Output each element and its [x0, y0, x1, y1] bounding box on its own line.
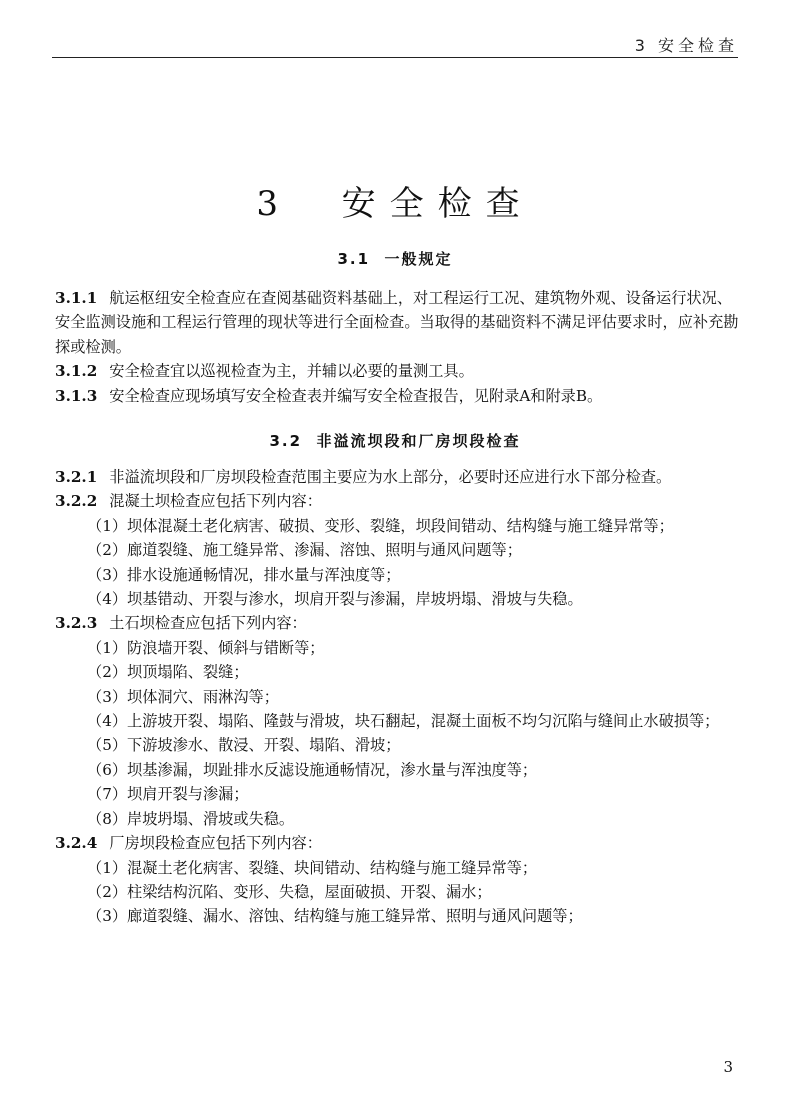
- page-number: 3: [723, 1058, 733, 1076]
- list-item: （2）柱梁结构沉陷、变形、失稳，屋面破损、开裂、漏水；: [87, 882, 492, 901]
- section-3-2-body: [55, 465, 741, 929]
- header-rule: [52, 57, 738, 58]
- clause-number: 3.1.1: [55, 289, 98, 307]
- clause-text: 非溢流坝段和厂房坝段检查范围主要应为水上部分，必要时还应进行水下部分检查。: [109, 468, 672, 486]
- list-item: （1）防浪墙开裂、倾斜与错断等；: [87, 638, 325, 657]
- list-item: （2）廊道裂缝、施工缝异常、渗漏、溶蚀、照明与通风问题等；: [87, 541, 522, 560]
- list-item: （1）混凝土老化病害、裂缝、块间错动、结构缝与施工缝异常等；: [87, 858, 538, 877]
- list-item: （3）排水设施通畅情况，排水量与浑浊度等；: [87, 565, 401, 584]
- chapter-title: 3 安全检查: [256, 184, 534, 224]
- list-item: （3）坝体洞穴、雨淋沟等；: [87, 687, 279, 706]
- list-item: （2）坝顶塌陷、裂缝；: [87, 663, 249, 682]
- running-head: 3 安全检查: [634, 36, 738, 55]
- clause-text: 混凝土坝检查应包括下列内容：: [109, 492, 322, 511]
- list-item: （5）下游坡渗水、散浸、开裂、塌陷、滑坡；: [87, 736, 401, 755]
- clause-3-2-3: [55, 611, 741, 635]
- clause-text: 土石坝检查应包括下列内容：: [109, 614, 307, 633]
- list-item: （1）坝体混凝土老化病害、破损、变形、裂缝，坝段间错动、结构缝与施工缝异常等；: [87, 516, 674, 535]
- clause-number: 3.2.2: [55, 492, 98, 511]
- clause-text: 安全检查应现场填写安全检查表并编写安全检查报告，见附录A和附录B。: [109, 386, 603, 405]
- clause-number: 3.2.4: [55, 834, 98, 853]
- section-3-1-body: [55, 286, 741, 408]
- clause-text: 航运枢纽安全检查应在查阅基础资料基础上，对工程运行工况、建筑物外观、设备运行状况、安全监测设施和工程运行管理的现状等进行全面检查。当取得的基础资料不满足评估要求时，应补充勘探或检测。: [55, 289, 739, 356]
- clause-3-1-3: [55, 384, 741, 408]
- clause-number: 3.2.1: [55, 468, 98, 486]
- clause-number: 3.1.2: [55, 362, 98, 381]
- clause-text: 安全检查宜以巡视检查为主，并辅以必要的量测工具。: [109, 362, 474, 381]
- list-item: （6）坝基渗漏，坝趾排水反滤设施通畅情况，渗水量与浑浊度等；: [87, 760, 538, 779]
- list-item: （7）坝肩开裂与渗漏；: [87, 785, 249, 804]
- clause-3-2-1: [55, 465, 741, 489]
- clause-number: 3.1.3: [55, 386, 98, 405]
- list-item: （3）廊道裂缝、漏水、溶蚀、结构缝与施工缝异常、照明与通风问题等；: [87, 907, 583, 926]
- list-item: （8）岸坡坍塌、滑坡或失稳。: [87, 809, 295, 828]
- list-item: （4）坝基错动、开裂与渗水，坝肩开裂与渗漏，岸坡坍塌、滑坡与失稳。: [87, 590, 583, 609]
- clause-number: 3.2.3: [55, 614, 98, 633]
- clause-3-1-1: [55, 286, 741, 359]
- clause-3-1-2: [55, 359, 741, 383]
- section-title-3-2: 3.2 非溢流坝段和厂房坝段检查: [269, 432, 521, 450]
- clause-3-2-2: [55, 489, 741, 513]
- clause-text: 厂房坝段检查应包括下列内容：: [109, 834, 322, 853]
- clause-3-2-4: [55, 831, 741, 855]
- list-item: （4）上游坡开裂、塌陷、隆鼓与滑坡，块石翻起，混凝土面板不均匀沉陷与缝间止水破损等；: [87, 712, 720, 731]
- section-title-3-1: 3.1 一般规定: [337, 250, 453, 268]
